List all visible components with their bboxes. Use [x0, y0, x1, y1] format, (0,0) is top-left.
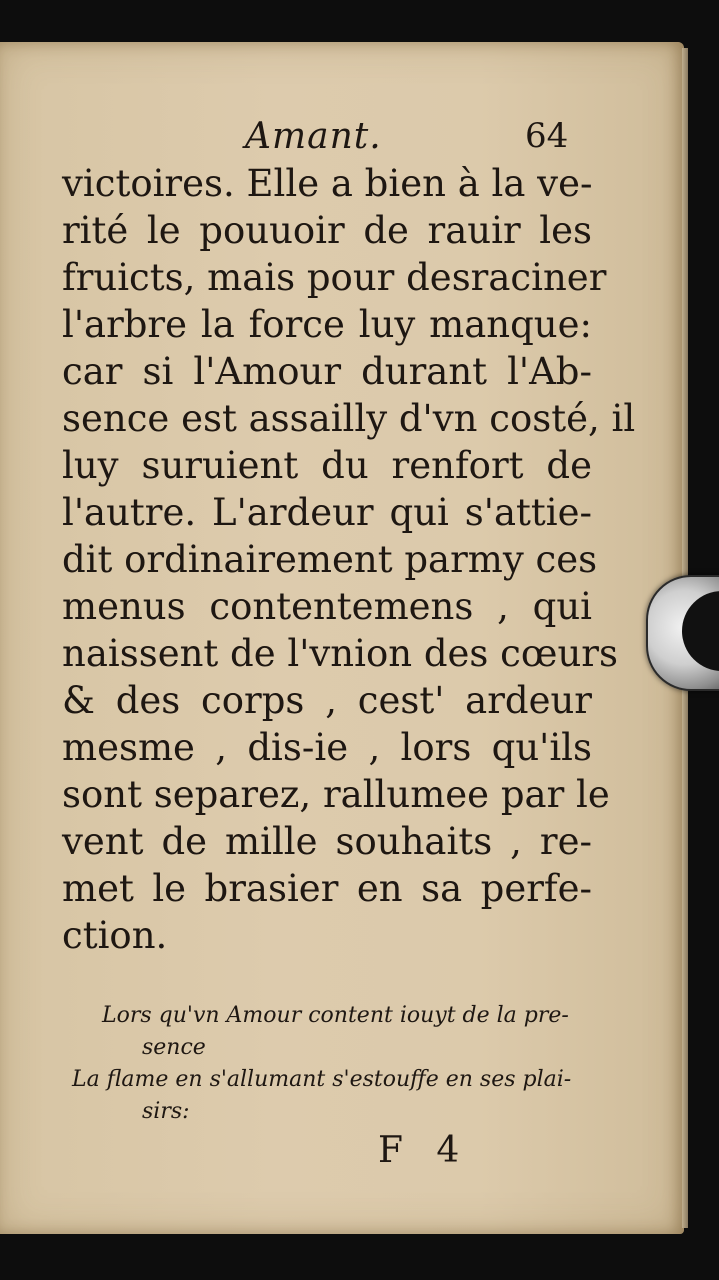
body-text	[62, 160, 636, 959]
text-line: menus contentemens , qui	[62, 585, 592, 628]
page-clip	[646, 575, 719, 691]
text-line: rité le pouuoir de rauir les	[62, 209, 592, 252]
verse-line: Lors qu'vn Amour content iouyt de la pre-	[102, 1003, 569, 1028]
text-line: l'arbre la force luy manque:	[62, 303, 592, 346]
text-line: & des corps , cest' ardeur	[62, 679, 592, 722]
text-line: sont separez, rallumee par le	[62, 773, 610, 816]
text-line: vent de mille souhaits , re-	[62, 820, 592, 863]
text-line: luy suruient du renfort de	[62, 444, 592, 487]
text-line: met le brasier en sa perfe-	[62, 867, 592, 910]
text-line: car si l'Amour durant l'Ab-	[62, 350, 592, 393]
verse-line-continuation: sence	[142, 1035, 206, 1060]
verse-line: La flame en s'allumant s'estouffe en ses plai-	[72, 1067, 572, 1092]
text-line: sence est assailly d'vn costé, il	[62, 397, 636, 440]
verse-line-continuation: sirs:	[142, 1099, 190, 1124]
text-line: dit ordinairement parmy ces	[62, 538, 598, 581]
text-line: ction.	[62, 914, 168, 957]
text-line: naissent de l'vnion des cœurs	[62, 632, 618, 675]
running-head: Amant.	[245, 116, 382, 157]
page-number: 64	[525, 116, 569, 156]
text-line: l'autre. L'ardeur qui s'attie-	[62, 491, 592, 534]
verse-couplet	[72, 1000, 602, 1128]
text-line: victoires. Elle a bien à la ve-	[62, 162, 593, 205]
text-line: fruicts, mais pour desraciner	[62, 256, 607, 299]
page-header	[0, 110, 684, 160]
text-line: mesme , dis-ie , lors qu'ils	[62, 726, 592, 769]
signature-mark: F 4	[378, 1130, 460, 1171]
